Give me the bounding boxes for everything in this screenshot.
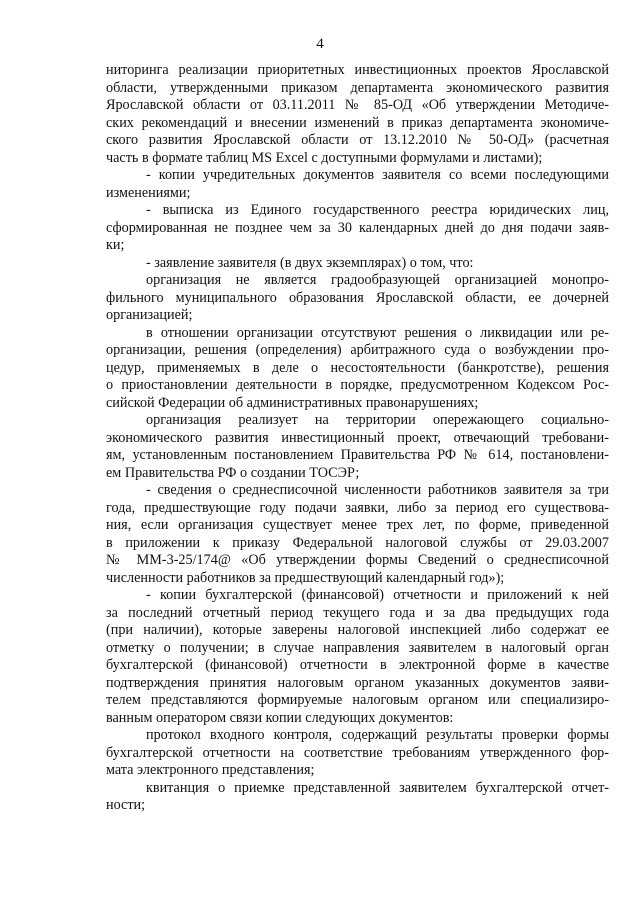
- text-line: квитанция о приемке представленной заявителем бухгалтерской отчет-: [146, 779, 609, 796]
- text-line: изменениями;: [106, 184, 191, 201]
- text-line: за последний отчетный период текущего года и за два предыдущих года: [106, 604, 609, 621]
- text-line: фильного муниципального образования Ярославской области, ее дочерней: [106, 289, 609, 306]
- text-line: сийской Федерации об административных правонарушениях;: [106, 394, 479, 411]
- text-line: организация реализует на территории опережающего социально-: [146, 412, 609, 428]
- text-line: ния, если организация существует менее трех лет, по форме, приведенной: [106, 517, 609, 533]
- text-line: подтверждения принятия налоговым органом указанных документов заяви-: [106, 674, 609, 691]
- text-line: ского развития Ярославской области от 13.12.2010 № 50-ОД» (расчетная: [106, 132, 609, 148]
- text-line: - копии учредительных документов заявителя со всеми последующими: [146, 167, 609, 183]
- text-line: организацией;: [106, 307, 193, 323]
- page-number: 4: [316, 36, 324, 52]
- text-line: отметку о получении; в случае направления заявителем в налоговый орган: [106, 639, 609, 656]
- text-line: - выписка из Единого государственного реестра юридических лиц,: [146, 202, 609, 218]
- text-line: о приостановлении деятельности в порядке, предусмотренном Кодексом Рос-: [106, 377, 609, 393]
- text-line: экономического развития инвестиционный проект, отвечающий требовани-: [106, 429, 609, 446]
- text-line: № ММ-3-25/174@ «Об утверждении формы Сведений о среднесписочной: [106, 552, 609, 568]
- text-line: ских рекомендаций и внесении изменений в приказ департамента экономиче-: [106, 114, 609, 131]
- text-line: (при наличии), которые заверены налоговой инспекцией либо содержат ее: [106, 622, 609, 638]
- text-line: области, утвержденными приказом департамента экономического развития: [106, 79, 609, 96]
- text-line: ности;: [106, 797, 146, 813]
- text-line: часть в формате таблиц MS Excel с доступными формулами и листами);: [106, 149, 543, 166]
- text-line: Ярославской области от 03.11.2011 № 85-ОД «Об утверждении Методиче-: [106, 97, 609, 113]
- text-line: сформированная не позднее чем за 30 календарных дней до дня подачи заяв-: [106, 219, 609, 236]
- text-line: протокол входного контроля, содержащий результаты проверки формы: [146, 727, 609, 743]
- text-line: года, предшествующие году подачи заявки, либо за период его существова-: [106, 499, 609, 516]
- text-line: ям, установленным постановлением Правительства РФ № 614, постановлени-: [106, 447, 609, 463]
- text-line: в отношении организации отсутствуют решения о ликвидации или ре-: [146, 324, 609, 341]
- text-line: бухгалтерской (финансовой) отчетности в электронной форме в качестве: [106, 657, 609, 673]
- text-line: организация не является градообразующей организацией монопро-: [146, 272, 609, 288]
- text-line: мата электронного представления;: [106, 762, 315, 778]
- text-line: цедур, применяемых в деле о несостоятельности (банкротстве), решения: [106, 359, 609, 376]
- text-line: - копии бухгалтерской (финансовой) отчетности и приложений к ней: [146, 587, 609, 603]
- text-line: численности работников за предшествующий календарный год»);: [106, 569, 505, 586]
- document-body: [106, 62, 609, 815]
- text-line: ниторинга реализации приоритетных инвестиционных проектов Ярославской: [106, 62, 609, 78]
- text-line: ки;: [106, 237, 125, 253]
- text-line: в приложении к приказу Федеральной налоговой службы от 29.03.2007: [106, 534, 609, 551]
- text-line: - заявление заявителя (в двух экземплярах) о том, что:: [146, 254, 474, 271]
- text-line: - сведения о среднесписочной численности работников заявителя за три: [146, 482, 609, 498]
- text-line: ванным оператором связи копии следующих документов:: [106, 709, 454, 726]
- text-line: бухгалтерской отчетности на соответствие требованиям утвержденного фор-: [106, 744, 609, 761]
- text-line: организации, решения (определения) арбитражного суда о возбуждении про-: [106, 342, 609, 358]
- text-line: ем Правительства РФ о создании ТОСЭР;: [106, 464, 360, 481]
- text-line: телем представляются формируемые налоговым органом или специализиро-: [106, 692, 609, 708]
